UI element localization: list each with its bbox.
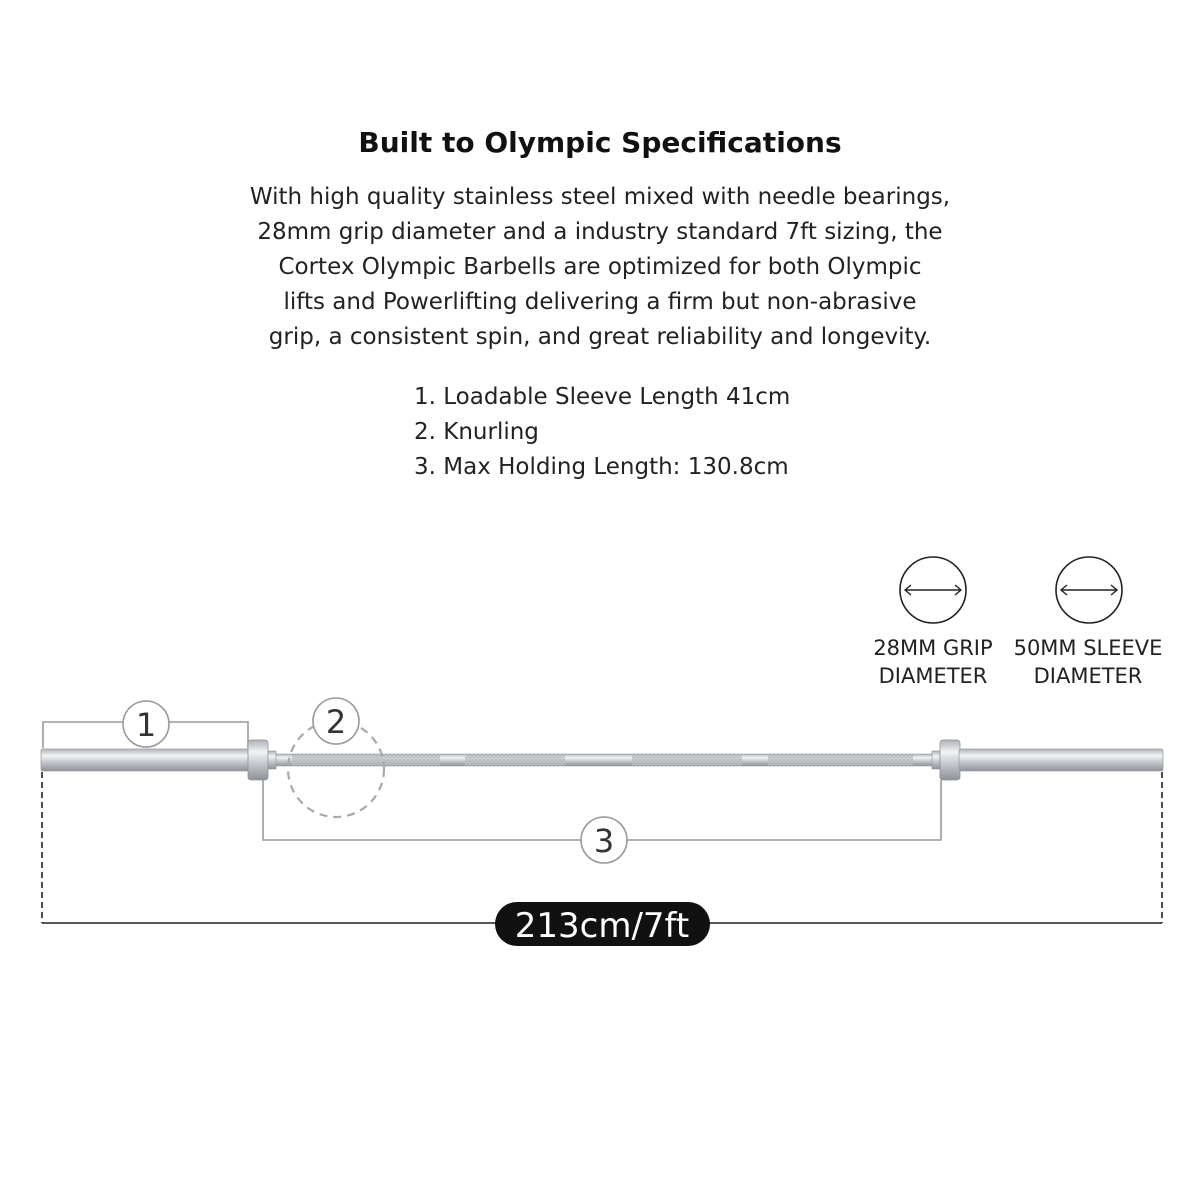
left-collar bbox=[248, 740, 268, 780]
sleeve-diameter-line1: 50MM SLEEVE bbox=[1013, 636, 1163, 660]
feature-item: 3. Max Holding Length: 130.8cm bbox=[414, 454, 789, 480]
description-line: Cortex Olympic Barbells are optimized for both Olympic bbox=[278, 254, 922, 280]
right-collar bbox=[940, 740, 960, 780]
total-length-label: 213cm/7ft bbox=[514, 906, 690, 946]
feature-item: 2. Knurling bbox=[414, 419, 539, 445]
grip-diameter-line1: 28MM GRIP bbox=[873, 636, 993, 660]
knurling-left bbox=[292, 755, 440, 766]
knurling-right bbox=[768, 755, 913, 766]
left-sleeve bbox=[41, 749, 249, 771]
right-sleeve bbox=[959, 749, 1163, 771]
description-line: With high quality stainless steel mixed with needle bearings, bbox=[249, 184, 951, 210]
knurling-center bbox=[465, 755, 565, 766]
knurling-center-2 bbox=[632, 755, 742, 766]
description-line: lifts and Powerlifting delivering a firm but non-abrasive bbox=[283, 289, 917, 315]
callout-1-label: 1 bbox=[135, 706, 157, 744]
sleeve-diameter-line2: DIAMETER bbox=[1033, 664, 1143, 688]
callout-2-label: 2 bbox=[325, 703, 347, 741]
feature-item: 1. Loadable Sleeve Length 41cm bbox=[414, 384, 791, 410]
grip-diameter-line2: DIAMETER bbox=[878, 664, 988, 688]
description-line: grip, a consistent spin, and great reliability and longevity. bbox=[268, 324, 932, 350]
callout-3-label: 3 bbox=[593, 822, 615, 860]
page-title: Built to Olympic Specifications bbox=[358, 126, 842, 159]
description-line: 28mm grip diameter and a industry standard 7ft sizing, the bbox=[257, 219, 943, 245]
